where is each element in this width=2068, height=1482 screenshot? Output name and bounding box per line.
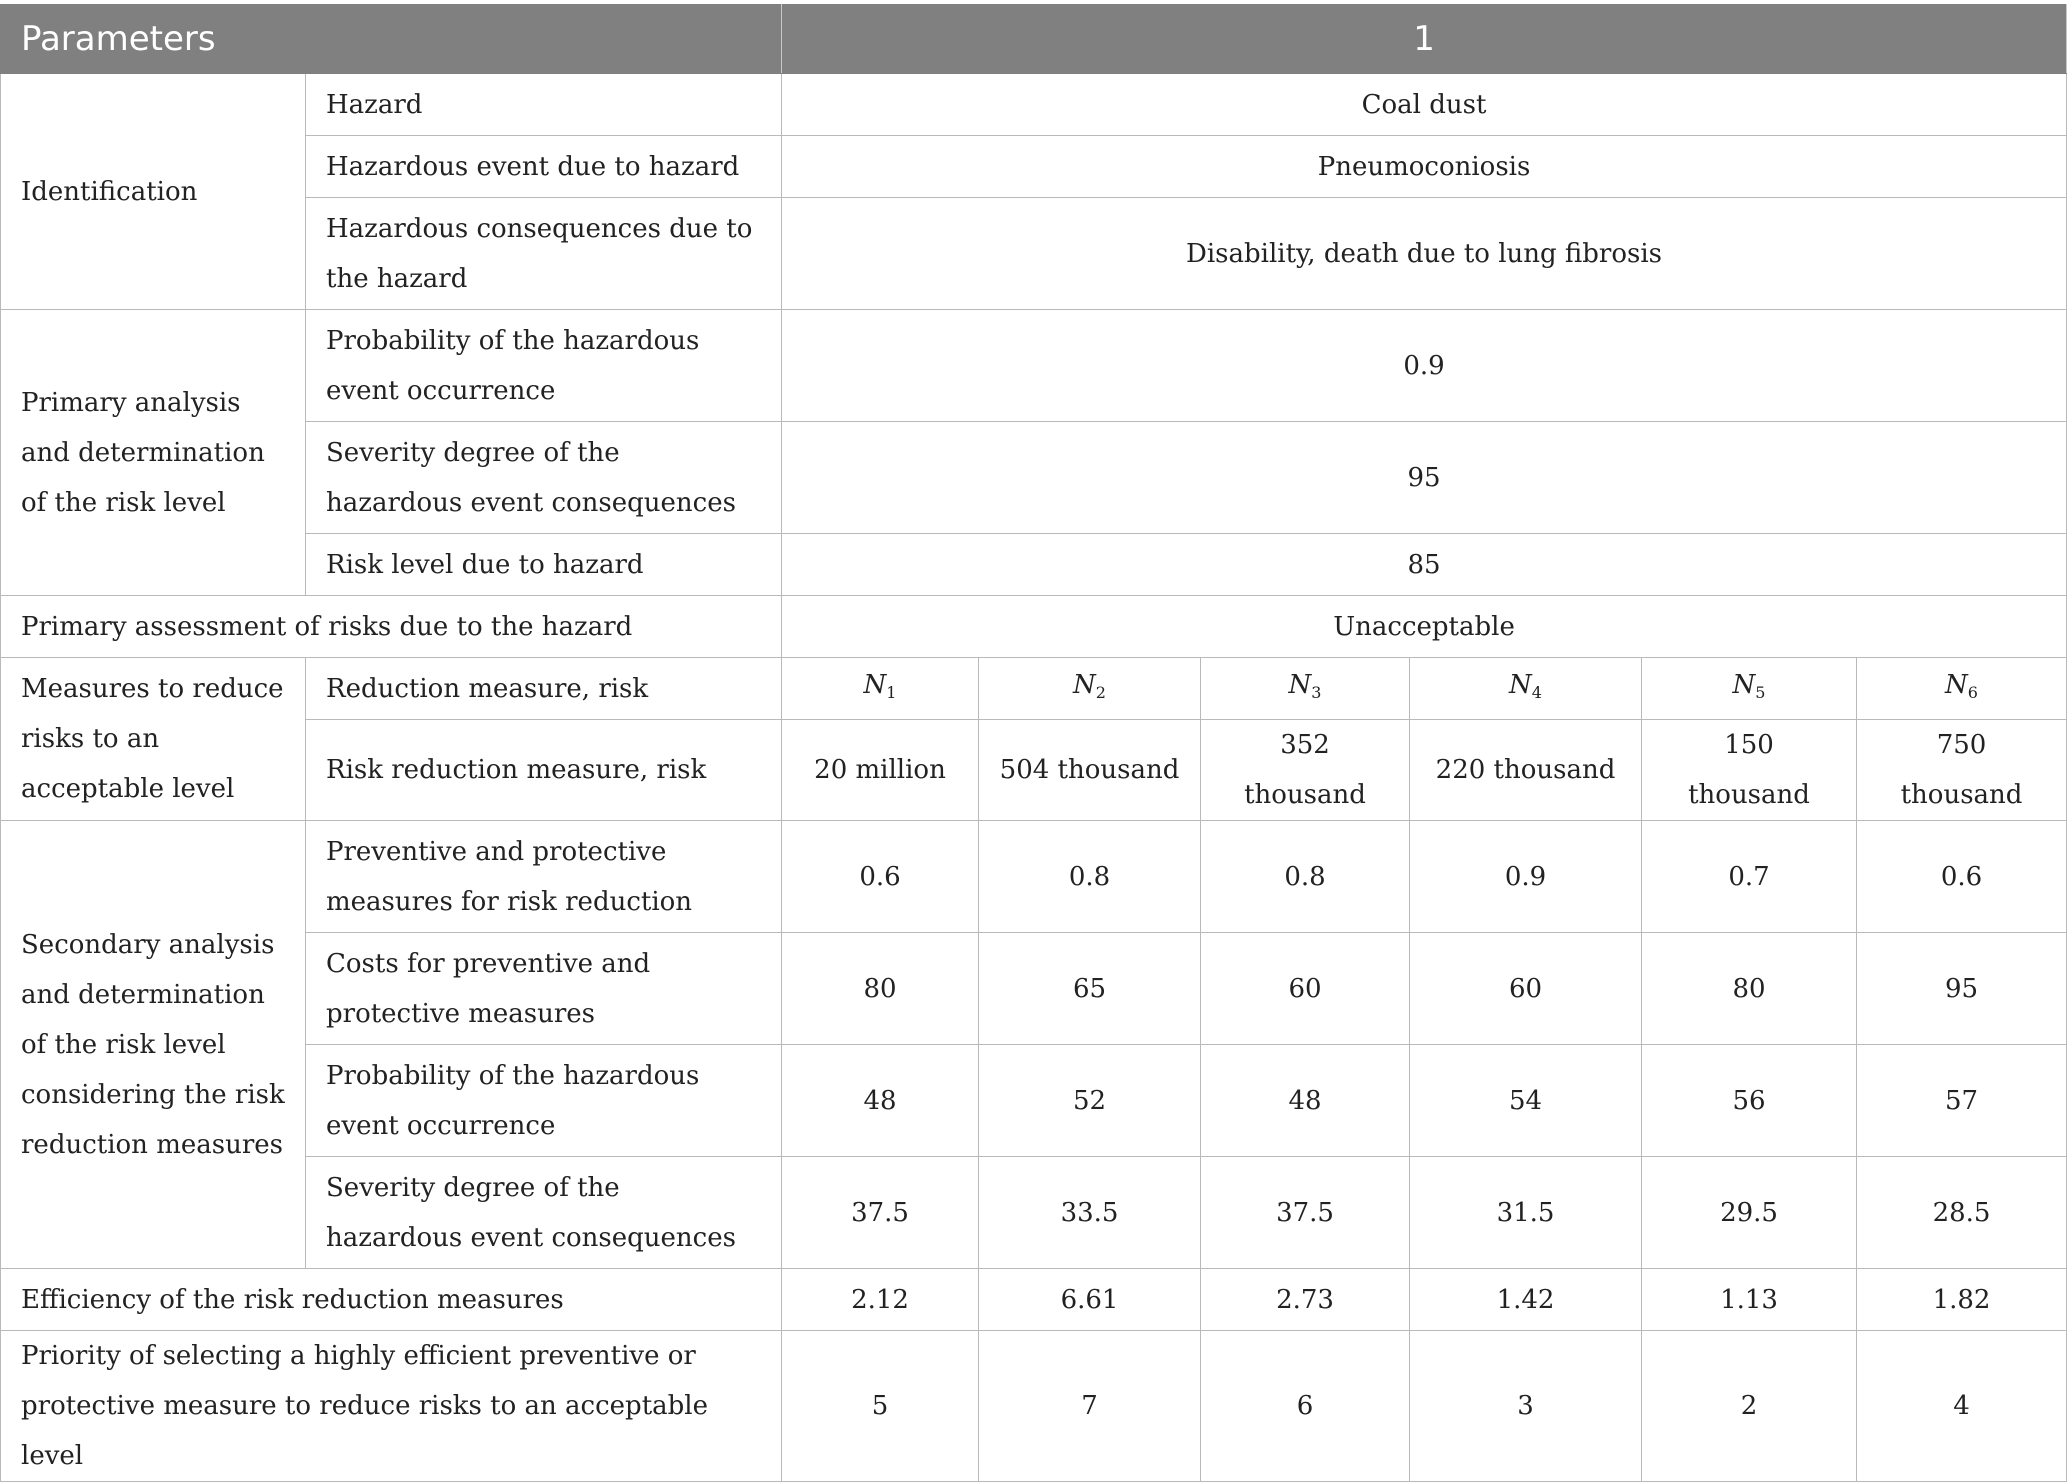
table-row [1, 596, 2067, 658]
value-cell: 0.8 [1201, 821, 1410, 933]
table-row [1, 821, 2067, 933]
value-cell: 6.61 [979, 1269, 1201, 1331]
param-cell: Severity degree of the hazardous event consequences [306, 422, 782, 534]
measure-subscript: 5 [1755, 682, 1766, 702]
value-cell: 0.9 [1410, 821, 1642, 933]
param-cell: Hazardous consequences due to the hazard [306, 198, 782, 310]
primary-assessment-label: Primary assessment of risks due to the hazard [1, 596, 782, 658]
value-cell: 2.12 [782, 1269, 979, 1331]
efficiency-label: Efficiency of the risk reduction measures [1, 1269, 782, 1331]
value-cell: 60 [1410, 933, 1642, 1045]
value-cell: Unacceptable [782, 596, 2067, 658]
value-cell: Disability, death due to lung fibrosis [782, 198, 2067, 310]
measures-label: Measures to reduce risks to an acceptable level [1, 658, 306, 821]
value-cell: 3 [1410, 1331, 1642, 1482]
param-cell: Reduction measure, risk [306, 658, 782, 720]
identification-label: Identification [1, 74, 306, 310]
value-cell: 1.13 [1642, 1269, 1857, 1331]
table-row [1, 310, 2067, 422]
value-cell: 54 [1410, 1045, 1642, 1157]
measure-name-cell [782, 658, 979, 720]
table-row [1, 198, 2067, 310]
param-cell: Hazardous event due to hazard [306, 136, 782, 198]
header-parameters: Parameters [1, 5, 782, 74]
measure-subscript: 2 [1095, 682, 1106, 702]
param-cell: Probability of the hazardous event occurrence [306, 310, 782, 422]
value-cell: 80 [782, 933, 979, 1045]
value-cell: 4 [1857, 1331, 2067, 1482]
value-cell: 85 [782, 534, 2067, 596]
value-cell: 95 [1857, 933, 2067, 1045]
value-cell: 352 thousand [1201, 720, 1410, 821]
value-cell: 80 [1642, 933, 1857, 1045]
measure-subscript: 3 [1311, 682, 1322, 702]
table-row [1, 658, 2067, 720]
value-cell: 1.82 [1857, 1269, 2067, 1331]
value-cell: 150 thousand [1642, 720, 1857, 821]
measure-subscript: 1 [886, 682, 897, 702]
param-cell: Hazard [306, 74, 782, 136]
value-cell: 48 [1201, 1045, 1410, 1157]
param-cell: Preventive and protective measures for risk reduction [306, 821, 782, 933]
table-row [1, 1045, 2067, 1157]
measure-letter: N [1288, 669, 1312, 700]
value-cell: 29.5 [1642, 1157, 1857, 1269]
param-cell: Risk reduction measure, risk [306, 720, 782, 821]
param-cell: Severity degree of the hazardous event consequences [306, 1157, 782, 1269]
table-row [1, 74, 2067, 136]
primary-analysis-label: Primary analysis and determination of the risk level [1, 310, 306, 596]
value-cell: 57 [1857, 1045, 2067, 1157]
table-row [1, 1269, 2067, 1331]
table-row [1, 1157, 2067, 1269]
value-cell: 5 [782, 1331, 979, 1482]
value-cell: 7 [979, 1331, 1201, 1482]
header-column-1: 1 [782, 5, 2067, 74]
secondary-analysis-label: Secondary analysis and determination of the risk level considering the risk reduction measures [1, 821, 306, 1269]
value-cell: 220 thousand [1410, 720, 1642, 821]
value-cell: 0.6 [782, 821, 979, 933]
measure-name-cell [1201, 658, 1410, 720]
value-cell: 28.5 [1857, 1157, 2067, 1269]
param-cell: Probability of the hazardous event occurrence [306, 1045, 782, 1157]
measure-subscript: 6 [1967, 682, 1978, 702]
measure-letter: N [1509, 669, 1532, 700]
measure-subscript: 4 [1531, 682, 1542, 702]
value-cell: 750 thousand [1857, 720, 2067, 821]
measure-letter: N [1732, 669, 1756, 700]
value-cell: 0.8 [979, 821, 1201, 933]
param-cell: Costs for preventive and protective measures [306, 933, 782, 1045]
table-row [1, 534, 2067, 596]
priority-label: Priority of selecting a highly efficient preventive or protective measure to reduce risks to an acceptable level [1, 1331, 782, 1482]
table-row [1, 136, 2067, 198]
measure-name-cell [1642, 658, 1857, 720]
value-cell: 2.73 [1201, 1269, 1410, 1331]
value-cell: 6 [1201, 1331, 1410, 1482]
value-cell: 48 [782, 1045, 979, 1157]
table-row [1, 422, 2067, 534]
value-cell: 56 [1642, 1045, 1857, 1157]
value-cell: Pneumoconiosis [782, 136, 2067, 198]
value-cell: 37.5 [782, 1157, 979, 1269]
risk-assessment-table [0, 4, 2067, 1482]
table-row [1, 933, 2067, 1045]
value-cell: 0.6 [1857, 821, 2067, 933]
value-cell: Coal dust [782, 74, 2067, 136]
value-cell: 37.5 [1201, 1157, 1410, 1269]
measure-letter: N [1073, 669, 1096, 700]
value-cell: 20 million [782, 720, 979, 821]
measure-name-cell [979, 658, 1201, 720]
value-cell: 2 [1642, 1331, 1857, 1482]
measure-letter: N [1945, 669, 1968, 700]
table-row [1, 720, 2067, 821]
value-cell: 33.5 [979, 1157, 1201, 1269]
value-cell: 52 [979, 1045, 1201, 1157]
table-row [1, 1331, 2067, 1482]
value-cell: 504 thousand [979, 720, 1201, 821]
value-cell: 0.7 [1642, 821, 1857, 933]
param-cell: Risk level due to hazard [306, 534, 782, 596]
measure-letter: N [863, 669, 887, 700]
value-cell: 95 [782, 422, 2067, 534]
value-cell: 0.9 [782, 310, 2067, 422]
header-row [1, 5, 2067, 74]
measure-name-cell [1857, 658, 2067, 720]
value-cell: 31.5 [1410, 1157, 1642, 1269]
value-cell: 60 [1201, 933, 1410, 1045]
value-cell: 1.42 [1410, 1269, 1642, 1331]
value-cell: 65 [979, 933, 1201, 1045]
measure-name-cell [1410, 658, 1642, 720]
